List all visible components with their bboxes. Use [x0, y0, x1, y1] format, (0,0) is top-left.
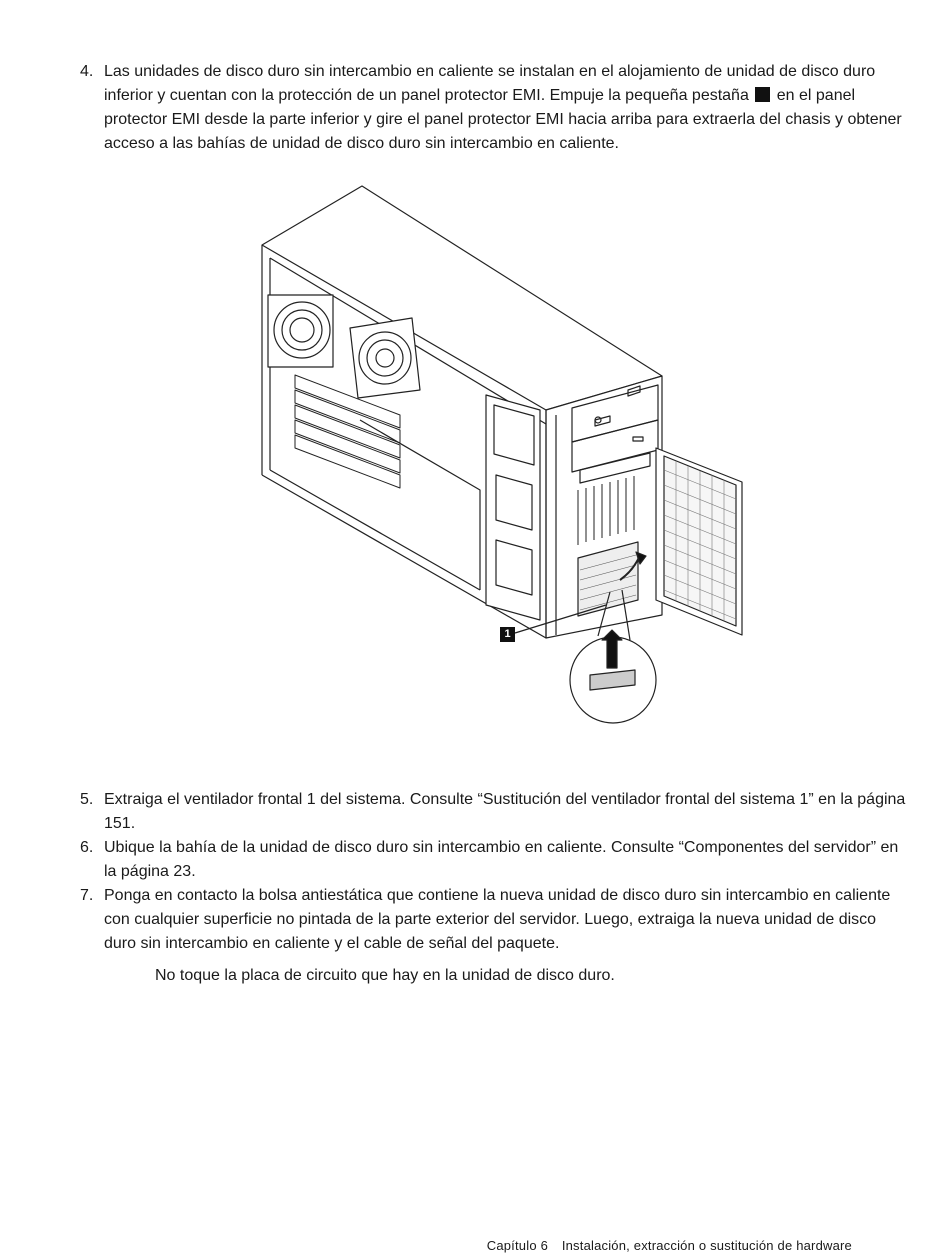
server-chassis-illustration [250, 180, 750, 730]
page-footer [487, 1238, 852, 1253]
step-text [104, 60, 910, 156]
step-number: 7. [80, 887, 94, 904]
step-number: 6. [80, 839, 94, 856]
step-5 [80, 788, 910, 836]
step-4 [80, 60, 910, 156]
footer-chapter: Capítulo 6 [486, 1238, 548, 1253]
step-text: Ubique la bahía de la unidad de disco duro sin intercambio en caliente. Consulte “Componentes del servidor” en la página 23. [104, 839, 899, 880]
step-6 [80, 836, 910, 884]
step-text: Extraiga el ventilador frontal 1 del sistema. Consulte “Sustitución del ventilador frontal del sistema 1” en la página 151. [104, 791, 906, 832]
caution-note: No toque la placa de circuito que hay en la unidad de disco duro. [155, 967, 615, 984]
step-number: 4. [80, 63, 94, 80]
step-text: Ponga en contacto la bolsa antiestática que contiene la nueva unidad de disco duro sin intercambio en caliente con cualquier superficie no pintada de la parte exterior del servidor. Luego, extraiga la nueva unidad de disco duro sin intercambio en caliente y el cable de señal del paquete. [104, 887, 891, 952]
footer-title: Instalación, extracción o sustitución de hardware [561, 1238, 852, 1253]
callout-1-label: 1 [500, 627, 515, 642]
step-text-part: Las unidades de disco duro sin intercambio en caliente se instalan en el alojamiento de unidad de disco duro inferior y cuentan con la protección de un panel protector EMI. Empuje la pequeña pestaña [104, 63, 876, 104]
step-7 [80, 884, 910, 956]
step-number: 5. [80, 791, 94, 808]
callout-marker-icon [755, 87, 770, 102]
step-text-part: en el panel protector EMI desde la parte inferior y gire el panel protector EMI hacia arriba para extraerla del chasis y obtener acceso a las bahías de unidad de disco duro sin intercambio en caliente. [104, 87, 902, 152]
